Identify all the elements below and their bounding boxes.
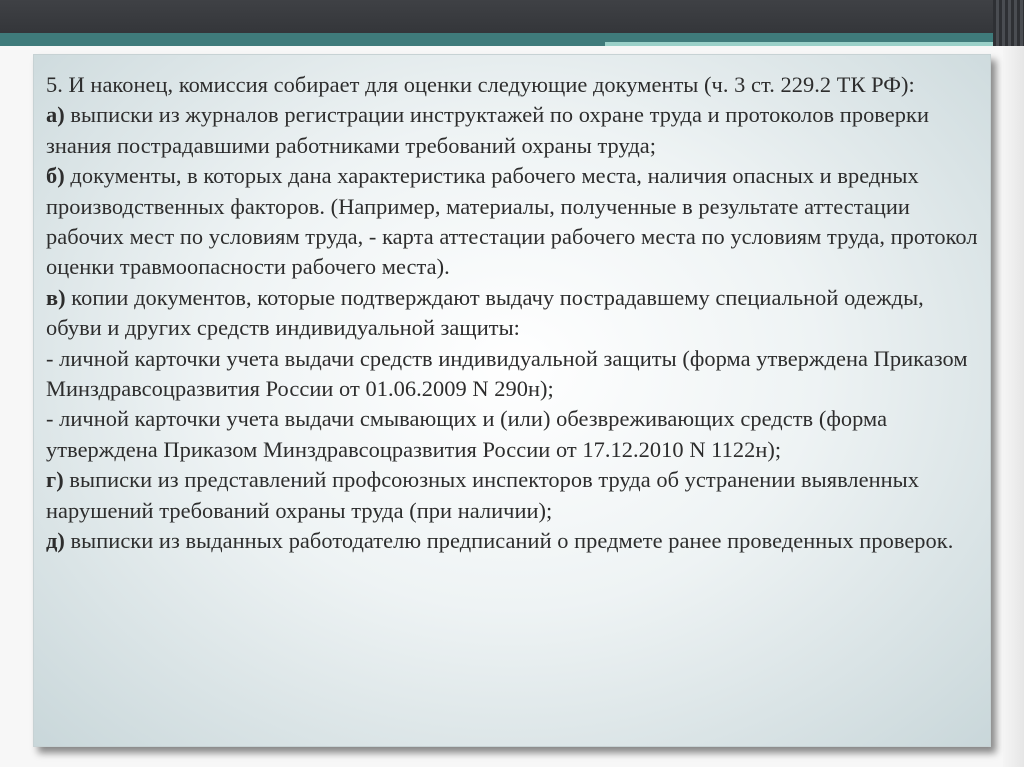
bullet-item: - личной карточки учета выдачи смывающих и (или) обезвреживающих средств (форма утверждена Приказом Минздравсоцразвития России от 17.12.2010 N 1122н);: [46, 406, 888, 462]
item-d-marker: д): [46, 528, 65, 554]
item-b-marker: б): [46, 163, 65, 189]
item-b: [46, 161, 980, 283]
item-g-marker: г): [46, 467, 64, 493]
item-v-marker: в): [46, 284, 66, 310]
slide-right-edge: [1003, 46, 1024, 767]
item-a: [46, 100, 980, 161]
intro-paragraph: 5. И наконец, комиссия собирает для оценки следующие документы (ч. 3 ст. 229.2 ТК РФ):: [46, 72, 915, 97]
item-g-text: выписки из представлений профсоюзных инспекторов труда об устранении выявленных нарушений требований охраны труда (при наличии);: [46, 467, 920, 523]
item-v: [46, 283, 980, 344]
slide-text: [46, 70, 980, 557]
slide-corner-decoration: [993, 0, 1024, 46]
slide-content-box: [33, 54, 991, 747]
item-v-text: копии документов, которые подтверждают выдачу пострадавшему специальной одежды, обуви и других средств индивидуальной защиты:: [46, 284, 924, 341]
item-a-text: выписки из журналов регистрации инструктажей по охране труда и протоколов проверки знания пострадавшими работниками требований охраны труда;: [46, 102, 929, 158]
item-d-text: выписки из выданных работодателю предписаний о предмете ранее проведенных проверок.: [64, 528, 954, 554]
item-b-text: документы, в которых дана характеристика рабочего места, наличия опасных и вредных производственных факторов. (Например, материалы, полученные в результате аттестации рабочих мест по условиям труда, - карта аттестации рабочего места по условиям труда, протокол оценки травмоопасности рабочего места).: [46, 163, 978, 280]
bullet-item: - личной карточки учета выдачи средств индивидуальной защиты (форма утверждена Приказом Минздравсоцразвития России от 01.06.2009 N 290н);: [46, 345, 968, 402]
slide-accent-highlight: [605, 42, 995, 46]
item-a-marker: а): [46, 102, 65, 128]
slide-header-bar: [0, 0, 1024, 33]
item-g: [46, 465, 980, 526]
item-d: [46, 526, 980, 556]
